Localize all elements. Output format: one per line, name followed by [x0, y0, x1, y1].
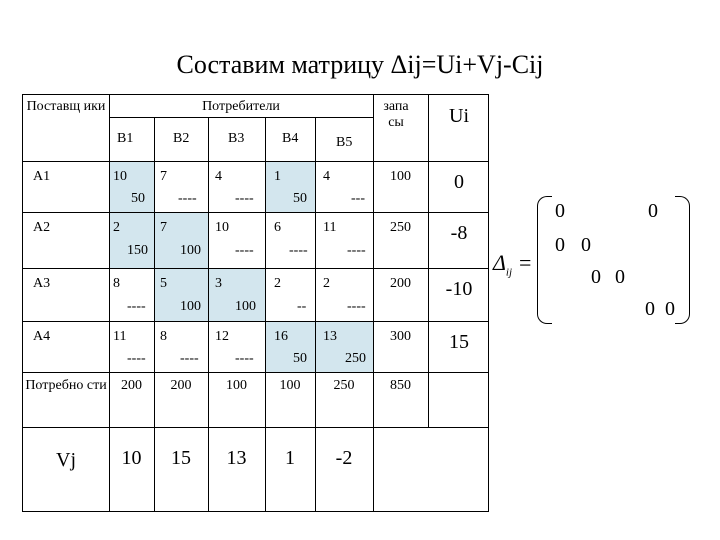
delta-label: $\Delta_{ij}$ [493, 250, 513, 279]
row-label-a3: A3 [33, 276, 51, 291]
right-bracket [675, 196, 690, 324]
value-a1-b3: ---- [235, 191, 254, 206]
cost-a3-b5: 2 [323, 276, 330, 291]
cost-a2-b5: 11 [323, 220, 337, 235]
cost-a4-b1: 11 [113, 329, 127, 344]
value-a2-b3: ---- [235, 243, 254, 258]
value-a1-b2: ---- [178, 191, 197, 206]
value-a1-b4: 50 [293, 191, 307, 206]
value-a4-b4: 50 [293, 351, 307, 366]
vj-label: Vj [56, 449, 76, 471]
matrix-cell-4-4: 0 [645, 298, 655, 320]
matrix-cell-4-5: 0 [665, 298, 675, 320]
cost-a1-b3: 4 [215, 169, 222, 184]
cost-a3-b3: 3 [215, 276, 222, 291]
row-label-a1: A1 [33, 169, 51, 184]
left-bracket [537, 196, 552, 324]
value-a3-b5: ---- [347, 299, 366, 314]
stock-a4: 300 [390, 329, 411, 344]
ui-a4: 15 [449, 331, 469, 353]
header-b1: B1 [117, 131, 134, 146]
value-a4-b2: ---- [180, 351, 199, 366]
row-label-a4: A4 [33, 329, 51, 344]
header-b3: B3 [228, 131, 245, 146]
cost-a1-b1: 10 [113, 169, 127, 184]
vj-b3: 13 [226, 447, 247, 469]
header-stock: запа сы [383, 99, 409, 130]
value-a3-b4: -- [297, 299, 307, 314]
header-ui: Ui [449, 105, 469, 127]
cost-a1-b2: 7 [160, 169, 167, 184]
cost-a2-b1: 2 [113, 220, 120, 235]
matrix-cell-1-5: 0 [648, 200, 658, 222]
demand-total: 850 [390, 378, 411, 393]
cost-a4-b3: 12 [215, 329, 229, 344]
vj-b1: 10 [121, 447, 142, 469]
matrix-cell-2-1: 0 [555, 234, 565, 256]
demand-b1: 200 [121, 378, 142, 393]
value-a1-b5: --- [351, 191, 365, 206]
header-b5: B5 [336, 135, 353, 150]
header-b2: B2 [173, 131, 190, 146]
demand-label: Потребно сти [25, 378, 107, 393]
ui-a3: -10 [445, 278, 473, 300]
value-a2-b5: ---- [347, 243, 366, 258]
vj-b5: -2 [335, 447, 353, 469]
cost-a2-b3: 10 [215, 220, 229, 235]
matrix-cell-3-3: 0 [615, 266, 625, 288]
cost-a2-b2: 7 [160, 220, 167, 235]
cost-a2-b4: 6 [274, 220, 281, 235]
value-a4-b1: ---- [127, 351, 146, 366]
ui-a2: -8 [450, 222, 468, 244]
stock-a2: 250 [390, 220, 411, 235]
matrix-cell-1-1: 0 [555, 200, 565, 222]
demand-b4: 100 [279, 378, 301, 393]
cost-a1-b4: 1 [274, 169, 281, 184]
value-a1-b1: 50 [131, 191, 145, 206]
transport-table [22, 94, 489, 512]
header-consumers: Потребители [202, 99, 280, 114]
value-a3-b3: 100 [235, 299, 256, 314]
slide-title: Составим матрицу Δij=Ui+Vj-Cij [176, 50, 544, 79]
value-a4-b5: 250 [345, 351, 366, 366]
cost-a4-b5: 13 [323, 329, 337, 344]
basic-cell-a1-b4 [265, 161, 315, 212]
header-suppliers: Поставщ ики [26, 99, 106, 114]
stock-a3: 200 [390, 276, 411, 291]
value-a3-b2: 100 [180, 299, 201, 314]
value-a4-b3: ---- [235, 351, 254, 366]
cost-a1-b5: 4 [323, 169, 330, 184]
cost-a3-b2: 5 [160, 276, 167, 291]
basic-cell-a4-b4 [265, 321, 315, 372]
value-a2-b1: 150 [127, 243, 148, 258]
cost-a4-b2: 8 [160, 329, 167, 344]
vj-b4: 1 [285, 447, 295, 469]
demand-b3: 100 [226, 378, 247, 393]
value-a3-b1: ---- [127, 299, 146, 314]
cost-a4-b4: 16 [274, 329, 288, 344]
demand-b2: 200 [170, 378, 192, 393]
ui-a1: 0 [454, 171, 464, 193]
delta-matrix [493, 196, 703, 326]
value-a2-b2: 100 [180, 243, 201, 258]
equals-sign: = [519, 250, 532, 275]
header-b4: B4 [282, 131, 299, 146]
cost-a3-b4: 2 [274, 276, 281, 291]
row-label-a2: A2 [33, 220, 51, 235]
matrix-cell-3-2: 0 [591, 266, 601, 288]
matrix-cell-2-2: 0 [581, 234, 591, 256]
demand-b5: 250 [333, 378, 355, 393]
value-a2-b4: ---- [289, 243, 308, 258]
stock-a1: 100 [390, 169, 411, 184]
cost-a3-b1: 8 [113, 276, 120, 291]
vj-b2: 15 [171, 447, 191, 469]
